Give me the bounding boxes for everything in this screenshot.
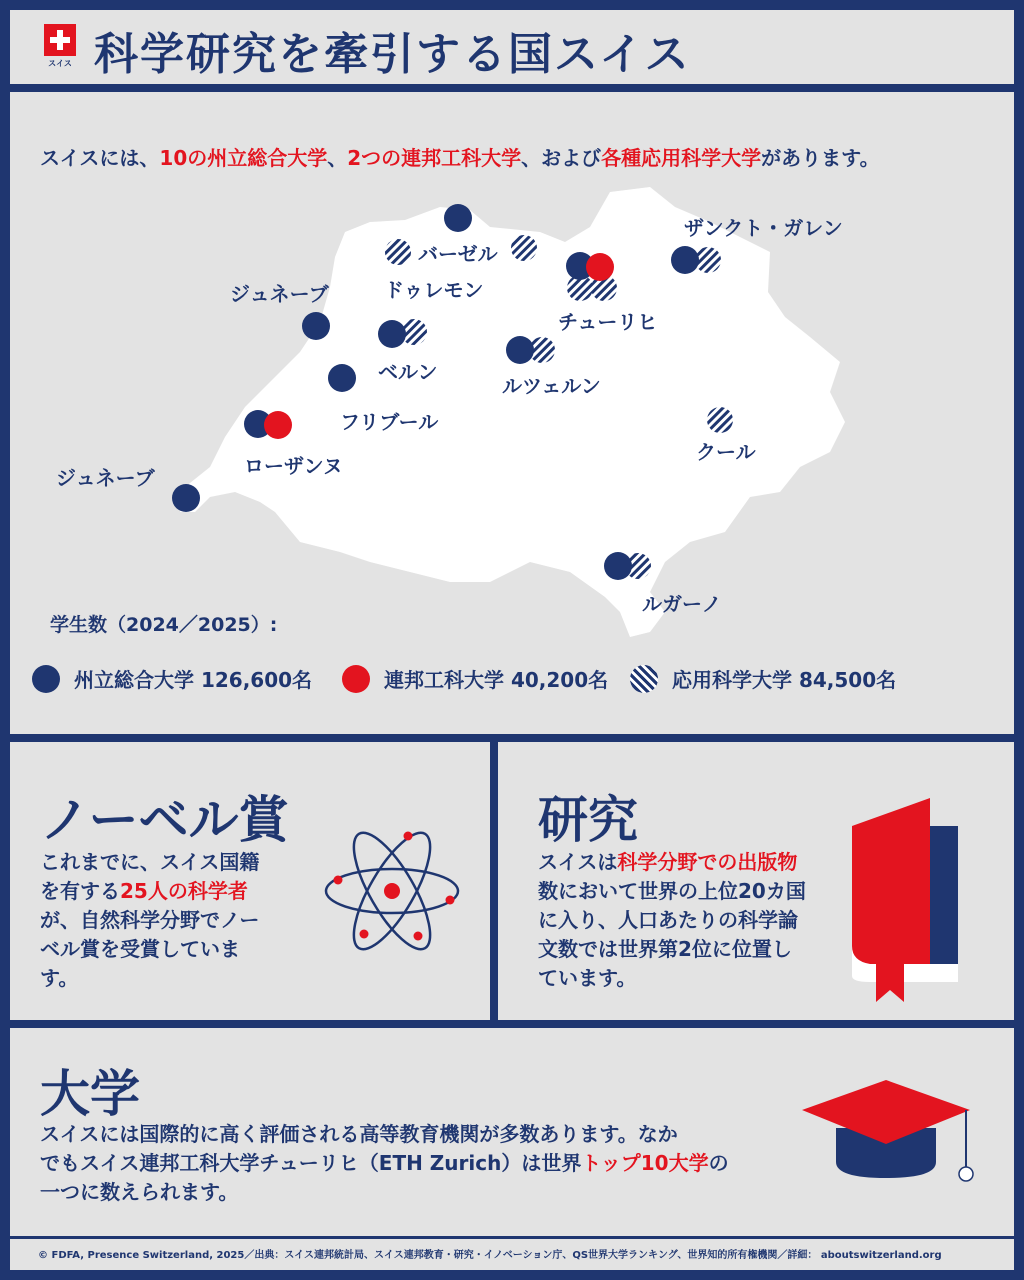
legend-federal-swatch: [342, 665, 370, 693]
city-label-chur: クール: [696, 440, 756, 464]
legend-cantonal-swatch: [32, 665, 60, 693]
marker-fribourg-cantonal: [328, 364, 356, 392]
marker-basel-applied-2: [511, 235, 537, 261]
nobel-title: ノーベル賞: [40, 791, 289, 849]
page-title: 科学研究を牽引する国スイス: [94, 29, 691, 80]
city-label-basel: バーゼル: [418, 242, 498, 266]
university-line: [40, 1149, 800, 1178]
legend-applied: [630, 664, 896, 693]
legend-applied-swatch: [630, 665, 658, 693]
nobel-line: が、自然科学分野でノー: [40, 908, 260, 932]
marker-lausanne-federal: [264, 411, 292, 439]
city-label-lugano: ルガーノ: [642, 592, 722, 616]
research-panel: [498, 742, 1014, 1020]
university-line: 一つに数えられます。: [40, 1180, 239, 1204]
marker-basel-cantonal: [444, 204, 472, 232]
intro-part: があります。: [761, 146, 880, 170]
atom-icon: [320, 826, 464, 956]
research-body: [538, 848, 838, 993]
city-label-bern: ベルン: [378, 360, 438, 384]
intro-highlight-applied: 各種応用科学大学: [601, 146, 762, 170]
university-title: 大学: [40, 1065, 140, 1123]
city-label-luzern: ルツェルン: [502, 374, 601, 398]
students-title: 学生数（2024／2025）:: [50, 614, 278, 636]
marker-chur-applied: [707, 407, 733, 433]
city-label-fribourg: フリブール: [340, 410, 439, 434]
university-highlight: トップ10大学: [581, 1151, 709, 1175]
university-text: でもスイス連邦工科大学チューリヒ（ETH Zurich）は世界: [40, 1151, 582, 1175]
university-line: スイスには国際的に高く評価される高等教育機関が多数あります。なか: [40, 1122, 678, 1146]
university-text: の: [708, 1151, 729, 1175]
research-line: 数において世界の上位20カ国: [538, 879, 806, 903]
intro-highlight-cantonal: 10の州立総合大学: [159, 146, 328, 170]
nobel-highlight: 25人の科学者: [120, 879, 248, 903]
nobel-line: [40, 877, 320, 906]
marker-stgallen-cantonal: [671, 246, 699, 274]
legend-federal: [342, 664, 608, 693]
legend-applied-label: 応用科学大学 84,500名: [672, 668, 897, 692]
marker-zurich-federal: [586, 253, 614, 281]
nobel-line: ベル賞を受賞していま: [40, 937, 240, 961]
marker-lugano-cantonal: [604, 552, 632, 580]
nobel-line: す。: [40, 966, 79, 990]
intro-highlight-federal: 2つの連邦工科大学: [347, 146, 522, 170]
intro-part: 、および: [521, 146, 602, 170]
flag-caption: スイス: [48, 59, 72, 68]
city-label-delemont: ドゥレモン: [384, 278, 484, 302]
research-line: ています。: [538, 966, 637, 990]
marker-bern-cantonal: [378, 320, 406, 348]
graduation-cap-icon: [800, 1074, 980, 1204]
city-label-lausanne: ローザンヌ: [244, 454, 343, 478]
city-label-zurich: チューリヒ: [558, 310, 658, 334]
marker-neuchatel-cantonal: [302, 312, 330, 340]
nobel-text: を有する: [40, 879, 120, 903]
switzerland-map: [10, 92, 1014, 734]
swiss-flag-icon: [40, 24, 80, 68]
city-label-neuchatel: ジュネーブ: [230, 282, 329, 306]
intro-part: 、: [327, 146, 348, 170]
nobel-body: [40, 848, 320, 993]
university-body: [40, 1120, 800, 1207]
map-panel: [10, 92, 1014, 734]
marker-geneva-cantonal: [172, 484, 200, 512]
city-label-geneva: ジュネーブ: [56, 466, 155, 490]
research-title: 研究: [538, 791, 638, 849]
legend-cantonal: [32, 664, 312, 693]
marker-luzern-cantonal: [506, 336, 534, 364]
nobel-line: これまでに、スイス国籍: [40, 850, 260, 874]
legend-cantonal-label: 州立総合大学 126,600名: [74, 668, 313, 692]
footer: [10, 1236, 1014, 1270]
research-line: 文数では世界第2位に位置し: [538, 937, 792, 961]
title-panel: [10, 10, 1014, 84]
research-highlight: 科学分野での出版物: [617, 850, 798, 874]
intro-part: スイスには、: [40, 146, 160, 170]
research-text: スイスは: [538, 850, 618, 874]
book-icon: [850, 796, 962, 1006]
legend-federal-label: 連邦工科大学 40,200名: [384, 668, 609, 692]
research-line: [538, 848, 838, 877]
university-panel: [10, 1028, 1014, 1236]
marker-basel-applied: [385, 239, 411, 265]
research-line: に入り、人口あたりの科学論: [538, 908, 798, 932]
footer-credits: © FDFA, Presence Switzerland, 2025／出典：スイス連邦統計局、スイス連邦教育・研究・イノベーション庁、QS世界大学ランキング、世界知的所有権機関／詳細： aboutswitzerland.org: [38, 1250, 942, 1261]
city-label-stgallen: ザンクト・ガレン: [684, 216, 843, 240]
nobel-panel: [10, 742, 490, 1020]
